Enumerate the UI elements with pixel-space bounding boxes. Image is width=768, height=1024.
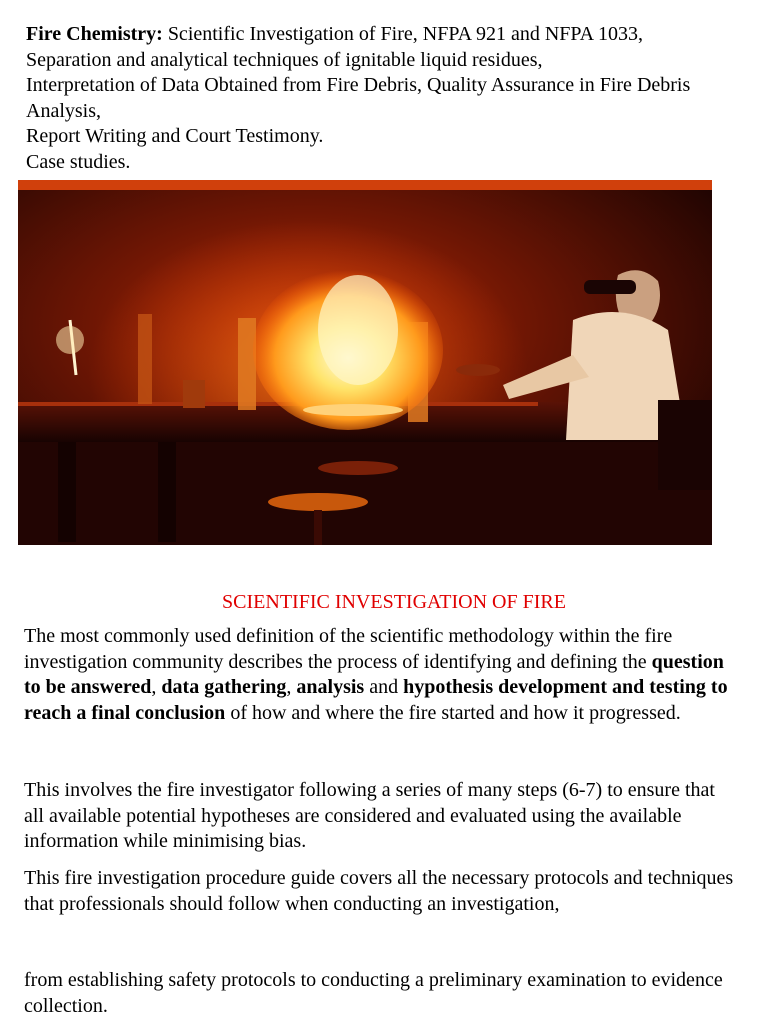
intro-heading: Fire Chemistry: <box>26 23 163 45</box>
intro-line-1 <box>26 22 726 48</box>
paragraph-1-bold-3: analysis <box>296 676 365 698</box>
intro-line-2: Separation and analytical techniques of ignitable liquid residues, <box>26 48 543 71</box>
intro-line-1-rest: Scientific Investigation of Fire, NFPA 921 and NFPA 1033, <box>162 23 644 45</box>
section-title: SCIENTIFIC INVESTIGATION OF FIRE <box>222 591 566 613</box>
paragraph-1-text-2: , <box>151 676 162 698</box>
paragraph-1-text-4: and <box>364 676 404 698</box>
paragraph-1-bold-1: question to be answered <box>24 650 724 698</box>
intro-line-3: Interpretation of Data Obtained from Fire Debris, Quality Assurance in Fire Debris Analysis, <box>26 74 691 122</box>
paragraph-2: This involves the fire investigator following a series of many steps (6-7) to ensure that all available potential hypotheses are considered and evaluated using the available information while minimising bias. <box>24 779 715 852</box>
paragraph-1 <box>24 624 736 726</box>
paragraph-1-text-5: of how and where the fire started and how it progressed. <box>225 701 681 724</box>
paragraph-3: This fire investigation procedure guide covers all the necessary protocols and techniques that professionals should follow when conducting an investigation, <box>24 867 734 915</box>
paragraph-1-bold-4: hypothesis development and testing to reach a final conclusion <box>24 676 728 724</box>
paragraph-1-text-3: , <box>286 676 297 698</box>
paragraph-4: from establishing safety protocols to conducting a preliminary examination to evidence collection. <box>24 969 723 1017</box>
intro-line-4: Report Writing and Court Testimony. <box>26 125 324 147</box>
lab-fire-photo <box>18 180 712 545</box>
intro-block <box>26 22 726 175</box>
lab-fire-illustration <box>18 180 712 545</box>
paragraph-1-bold-2: data gathering <box>161 676 287 698</box>
paragraph-1-text-1: The most commonly used definition of the scientific methodology within the fire investigation community describes the process of identifying and defining the <box>24 625 673 673</box>
intro-line-5: Case studies. <box>26 150 131 173</box>
